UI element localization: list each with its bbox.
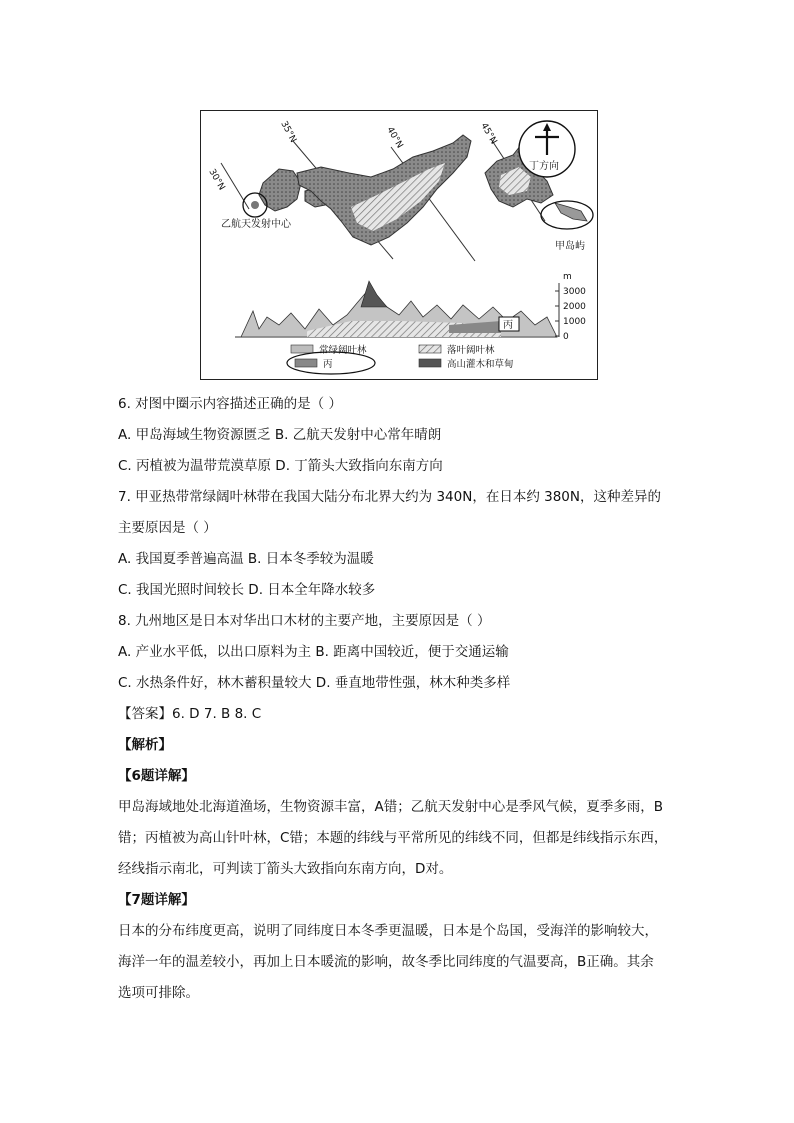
kyushu-island [259,169,301,211]
detail-6-title: 【6题详解】 [118,768,195,784]
legend-swatch-evergreen [291,345,313,353]
kurile-islands [555,203,587,221]
elevation-unit: m [563,272,572,282]
q7-options-cd: C. 我国光照时间较长 D. 日本全年降水较多 [118,582,376,598]
q8-options-cd: C. 水热条件好，林木蓄积量较大 D. 垂直地带性强，林木种类多样 [118,675,511,691]
elev-label-2000: 2000 [563,302,586,312]
detail-6-line-2: 错；丙植被为高山针叶林，C错；本题的纬线与平常所见的纬线不同，但都是纬线指示东西， [118,830,668,846]
analysis-title: 【解析】 [118,737,172,753]
lat-label-35: 35°N [278,119,298,145]
bing-box-label: 丙 [503,320,513,331]
legend-swatch-alpine [419,359,441,367]
detail-7-line-2: 海洋一年的温差较小，再加上日本暖流的影响，故冬季比同纬度的气温要高，B正确。其余 [118,954,654,970]
detail-6-line-1: 甲岛海域地处北海道渔场，生物资源丰富，A错；乙航天发射中心是季风气候，夏季多雨，B [118,799,663,815]
honshu-island [297,135,471,245]
profile-alpine-peak [361,281,387,307]
q7-options-ab: A. 我国夏季普遍高温 B. 日本冬季较为温暖 [118,551,374,567]
legend-bing: 丙 [323,359,333,370]
q8-stem: 8. 九州地区是日本对华出口木材的主要产地，主要原因是（ ） [118,613,491,629]
legend-swatch-deciduous [419,345,441,353]
launch-center-island [251,201,259,209]
detail-7-line-1: 日本的分布纬度更高，说明了同纬度日本冬季更温暖，日本是个岛国，受海洋的影响较大， [118,923,658,939]
legend-swatch-bing [295,359,317,367]
detail-7-title: 【7题详解】 [118,892,195,908]
japan-map-figure [200,110,598,380]
q6-options-ab: A. 甲岛海域生物资源匮乏 B. 乙航天发射中心常年晴朗 [118,427,442,443]
legend-deciduous: 落叶阔叶林 [447,345,495,356]
legend-evergreen: 常绿阔叶林 [319,345,367,356]
elev-label-1000: 1000 [563,317,586,327]
lat-label-45: 45°N [478,121,499,147]
legend-alpine: 高山灌木和草甸 [447,359,514,370]
q7-stem-2: 主要原因是（ ） [118,520,217,536]
q6-stem: 6. 对图中圈示内容描述正确的是（ ） [118,396,342,412]
elev-label-0: 0 [563,332,569,342]
detail-6-line-3: 经线指示南北，可判读丁箭头大致指向东南方向，D对。 [118,861,453,877]
answer-line: 【答案】6. D 7. B 8. C [118,706,262,722]
launch-center-label: 乙航天发射中心 [221,219,291,230]
island-label: 甲岛屿 [555,241,585,252]
detail-7-line-3: 选项可排除。 [118,985,199,1001]
q8-options-ab: A. 产业水平低，以出口原料为主 B. 距离中国较近，便于交通运输 [118,644,509,660]
lat-label-30: 30°N [206,167,227,193]
q7-stem-1: 7. 甲亚热带常绿阔叶林带在我国大陆分布北界大约为 340N，在日本约 380N，这种差异的 [118,489,661,505]
arrow-label: 丁方向 [529,161,559,172]
q6-options-cd: C. 丙植被为温带荒漠草原 D. 丁箭头大致指向东南方向 [118,458,443,474]
elev-label-3000: 3000 [563,287,586,297]
map-svg [201,111,597,379]
lat-label-40: 40°N [384,125,405,151]
